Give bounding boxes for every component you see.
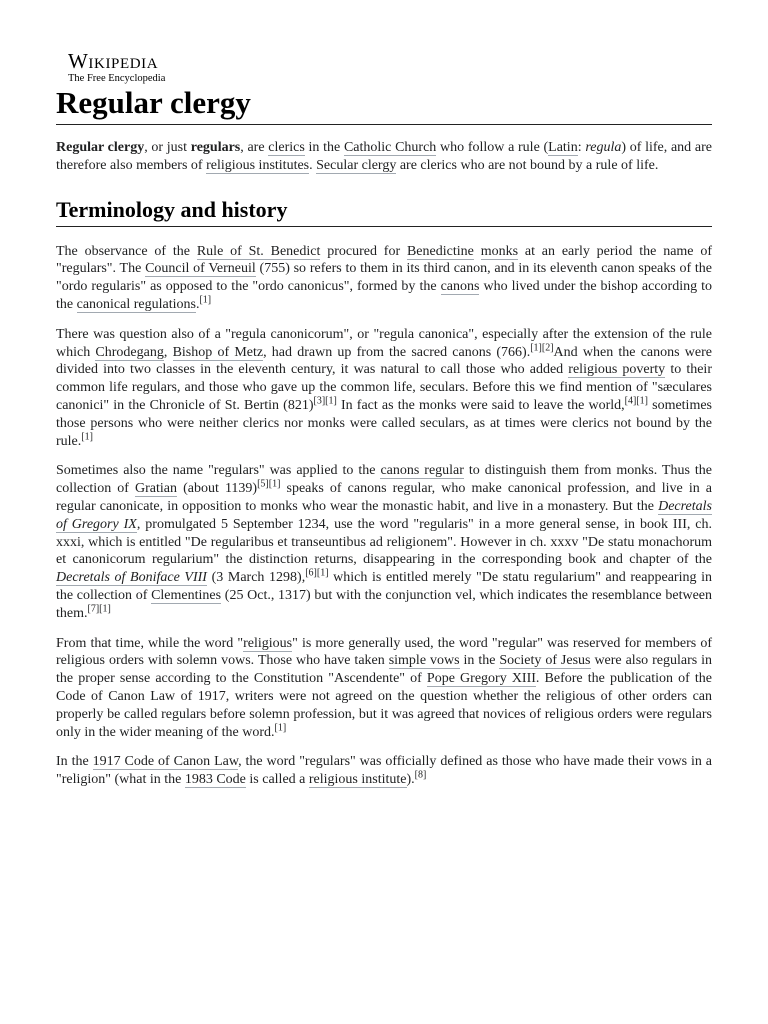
link-1983-code[interactable]: 1983 Code	[184, 772, 246, 788]
link-secular-clergy[interactable]: Secular clergy	[316, 157, 397, 173]
link-catholic-church[interactable]: Catholic Church	[343, 140, 437, 155]
text: in the	[459, 653, 500, 669]
link-monks[interactable]: monks	[480, 243, 519, 259]
link-council-of-verneuil[interactable]: Council of Verneuil	[145, 261, 256, 277]
link-chrodegang[interactable]: Chrodegang	[95, 344, 164, 360]
wikipedia-logo[interactable]	[68, 50, 198, 85]
text: The observance of the	[56, 243, 197, 259]
text: :	[577, 140, 586, 155]
text: to their common life regulars, and those who gave up the common life, seculars. Before this we find mention of "sæculares canonici" in the Chronicle of St. Bertin (821)	[56, 362, 712, 413]
text: From that time, while the word "	[56, 635, 244, 651]
link-religious-poverty[interactable]: religious poverty	[568, 362, 666, 378]
text: , or just	[144, 140, 191, 155]
logo-wordmark: Wikipedia	[68, 49, 159, 73]
text: were also regulars in the proper sense according to the Constitution "Ascendente" of	[56, 653, 713, 687]
link-canonical-regulations[interactable]: canonical regulations	[76, 296, 196, 312]
paragraph-5	[56, 753, 712, 789]
link-rule-of-st-benedict[interactable]: Rule of St. Benedict	[196, 243, 321, 259]
term-bold: regulars	[190, 140, 241, 155]
citation-ref[interactable]: [1][2]	[530, 341, 554, 353]
text: are clerics who are not bound by a rule of life.	[396, 157, 659, 173]
link-clerics[interactable]: clerics	[268, 140, 305, 155]
intro-paragraph	[56, 139, 712, 175]
text: who lived under the bishop according to the	[56, 279, 712, 312]
article-body	[56, 139, 712, 801]
link-simple-vows[interactable]: simple vows	[388, 653, 460, 669]
text: ).	[406, 772, 415, 788]
text: (755) so refers to them in its third canon, and in its eleventh canon speaks of the "ordo regularis" as opposed to the "ordo canonicus", formed by the	[56, 261, 712, 295]
citation-ref[interactable]: [1]	[81, 430, 93, 442]
link-gratian[interactable]: Gratian	[135, 481, 178, 497]
text: (3 March 1298),	[206, 570, 306, 586]
citation-ref[interactable]: [6][1]	[305, 567, 329, 579]
citation-ref[interactable]: [5][1]	[257, 478, 281, 490]
link-latin[interactable]: Latin	[548, 140, 578, 155]
link-religious-institutes[interactable]: religious institutes	[206, 157, 310, 173]
text: . Before the publication of the Code of Canon Law of 1917, writers were not agreed on the question whether the religious of other orders can properly be called regulars before solemn profession, but it was agreed that novices of religious orders were regulars only in the wider meaning of the word.	[56, 671, 712, 740]
text: " is more generally used, the word "regular" was reserved for members of religious orders with solemn vows. Those who have taken	[56, 635, 712, 669]
link-religious[interactable]: religious	[243, 635, 293, 651]
text: , the word "regulars" was officially defined as those who have made their vows in a "religion" (what in the	[56, 754, 713, 788]
link-religious-institute[interactable]: religious institute	[308, 772, 407, 788]
link-canons[interactable]: canons	[440, 279, 480, 295]
text: Sometimes also the name "regulars" was applied to the	[56, 463, 381, 479]
text: (25 Oct., 1317) but with the conjunction vel, which indicates the resemblance between them.	[56, 587, 712, 621]
text: who follow a rule (	[436, 140, 549, 155]
link-decretals-of-gregory-ix[interactable]: Decretals of Gregory IX	[56, 498, 712, 532]
text: to distinguish them from monks. Thus the collection of	[56, 463, 712, 497]
text: sometimes those persons who were neither clerics nor monks were called seculars, as at times were clerics not bound by the rule.	[56, 397, 712, 449]
link-decretals-of-boniface-viii[interactable]: Decretals of Boniface VIII	[56, 570, 207, 586]
paragraph-3	[56, 462, 712, 622]
link-canons-regular[interactable]: canons regular	[380, 463, 464, 479]
link-benedictine[interactable]: Benedictine	[406, 243, 474, 259]
link-clementines[interactable]: Clementines	[151, 587, 222, 603]
text: , promulgated 5 September 1234, use the word "regularis" in a more general sense, in book III, ch. xxxi, which is entitled "De regularibus et transeuntibus ad religionem". However in ch. xxxv "De statu monachorum et canonicorum regularium" the distinction returns, disappearing in the corresponding book and chapter of the	[56, 516, 712, 568]
logo-tagline: The Free Encyclopedia	[68, 73, 166, 84]
citation-ref[interactable]: [1]	[274, 721, 287, 733]
text: at an early period the name of "regulars". The	[56, 243, 713, 277]
text: in the	[304, 140, 344, 155]
term-italic: regula	[585, 140, 622, 155]
paragraph-1	[56, 243, 712, 314]
text: In the	[56, 754, 93, 770]
text	[474, 244, 481, 259]
citation-ref[interactable]: [7][1]	[87, 603, 111, 615]
text: And when the canons were divided into two classes in the eleventh century, it was natural to call those who added	[56, 344, 712, 378]
citation-ref[interactable]: [3][1]	[313, 395, 337, 407]
text: There was question also of a "regula canonicorum", or "regula canonica", especially after the extension of the rule which	[56, 326, 712, 360]
text: ) of life, and are therefore also members of	[56, 140, 712, 173]
paragraph-2	[56, 326, 712, 451]
term-bold: Regular clergy	[56, 140, 145, 155]
citation-ref[interactable]: [4][1]	[624, 395, 648, 407]
text: (about 1139)	[177, 481, 258, 497]
text: , are	[240, 140, 269, 155]
citation-ref[interactable]: [8]	[414, 769, 427, 781]
paragraph-4	[56, 635, 712, 742]
link-1917-code-of-canon-law[interactable]: 1917 Code of Canon Law	[92, 754, 239, 770]
text: ,	[163, 344, 173, 360]
section-heading: Terminology and history	[56, 195, 712, 227]
text: is called a	[245, 772, 309, 788]
text: which is entitled merely "De statu regularium" and reappearing in the collection of	[56, 570, 712, 603]
text: In fact as the monks were said to leave the world,	[336, 397, 625, 413]
text: .	[309, 157, 317, 173]
text: .	[195, 296, 200, 312]
text: , had drawn up from the sacred canons (766).	[263, 344, 531, 360]
text: procured for	[320, 243, 407, 259]
citation-ref[interactable]: [1]	[199, 294, 212, 306]
page-title: Regular clergy	[56, 84, 712, 125]
link-bishop-of-metz[interactable]: Bishop of Metz	[172, 344, 264, 360]
link-society-of-jesus[interactable]: Society of Jesus	[499, 653, 591, 669]
text: speaks of canons regular, who make canonical profession, and live in a regular canonicate, in opposition to monks who wear the monastic habit, and live in a monastery. But the	[56, 481, 712, 514]
link-pope-gregory-xiii[interactable]: Pope Gregory XIII	[426, 671, 536, 687]
